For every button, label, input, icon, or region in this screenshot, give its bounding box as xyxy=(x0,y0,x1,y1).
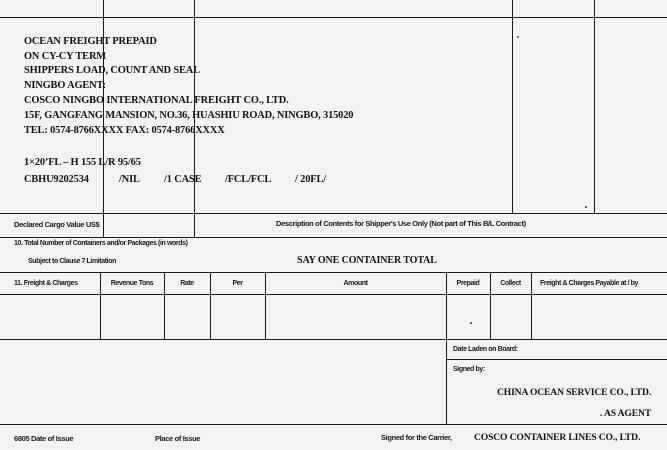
header-revenue-tons: Revenue Tons xyxy=(110,280,154,287)
header-amount: Amount xyxy=(343,280,368,287)
cargo-line: 15F, GANGFANG MANSION, NO.36, HUASHIU ROAD, NINGBO, 315020 xyxy=(24,110,354,121)
container-packages: /1 CASE xyxy=(164,174,202,185)
divider xyxy=(0,424,667,425)
header-rate: Rate xyxy=(180,280,194,287)
cargo-line: TEL: 0574-8766XXXX FAX: 0574-8766XXXX xyxy=(24,125,225,136)
date-laden-label: Date Laden on Board: xyxy=(453,346,518,353)
divider xyxy=(0,237,667,238)
container-type: / 20FL/ xyxy=(295,174,326,185)
container-number: CBHU9202534 xyxy=(24,174,89,185)
description-label: Description of Contents for Shipper's Use Only (Not part of This B/L Contract) xyxy=(276,219,526,228)
scan-speck xyxy=(585,206,587,208)
scan-speck xyxy=(517,36,519,38)
cargo-line: COSCO NINGBO INTERNATIONAL FREIGHT CO., LTD. xyxy=(24,95,289,106)
divider xyxy=(0,213,667,214)
container-service: /FCL/FCL xyxy=(225,174,272,185)
header-freight-charges: 11. Freight & Charges xyxy=(14,280,78,287)
header-collect: Collect xyxy=(500,280,521,287)
column-rule xyxy=(594,0,595,214)
place-of-issue-label: Place of Issue xyxy=(155,434,201,443)
header-per: Per xyxy=(232,280,243,287)
header-payable-at: Freight & Charges Payable at / by xyxy=(540,280,639,287)
as-agent: . AS AGENT xyxy=(600,408,652,419)
column-rule xyxy=(446,272,447,424)
date-of-issue-label: 6805 Date of Issue xyxy=(14,434,74,443)
declared-value-label: Declared Cargo Value US$ xyxy=(14,220,100,229)
header-prepaid: Prepaid xyxy=(456,280,480,287)
signed-for-carrier-label: Signed for the Carrier, xyxy=(381,433,452,442)
scan-speck xyxy=(470,322,472,324)
divider xyxy=(0,17,667,18)
divider xyxy=(446,359,667,360)
signed-by-company: CHINA OCEAN SERVICE CO., LTD. xyxy=(497,387,652,398)
column-rule xyxy=(531,272,532,339)
container-seal: /NIL xyxy=(119,174,140,185)
cargo-line: SHIPPERS LOAD, COUNT AND SEAL xyxy=(24,65,200,76)
carrier-name: COSCO CONTAINER LINES CO., LTD. xyxy=(474,432,641,443)
container-summary: 1×20’FL – H 155 L/R 95/65 xyxy=(24,157,141,168)
cargo-line: OCEAN FREIGHT PREPAID xyxy=(24,36,157,47)
subject-to-clause-label: Subject to Clause 7 Limitation xyxy=(28,258,116,265)
cargo-line: NINGBO AGENT: xyxy=(24,80,106,91)
total-packages-label: 10. Total Number of Containers and/or Packages (in words) xyxy=(14,240,188,247)
total-packages-value: SAY ONE CONTAINER TOTAL xyxy=(297,255,437,266)
column-rule xyxy=(512,0,513,214)
signed-by-label: Signed by: xyxy=(453,366,485,373)
divider xyxy=(0,339,667,340)
cargo-line: ON CY-CY TERM xyxy=(24,51,106,62)
